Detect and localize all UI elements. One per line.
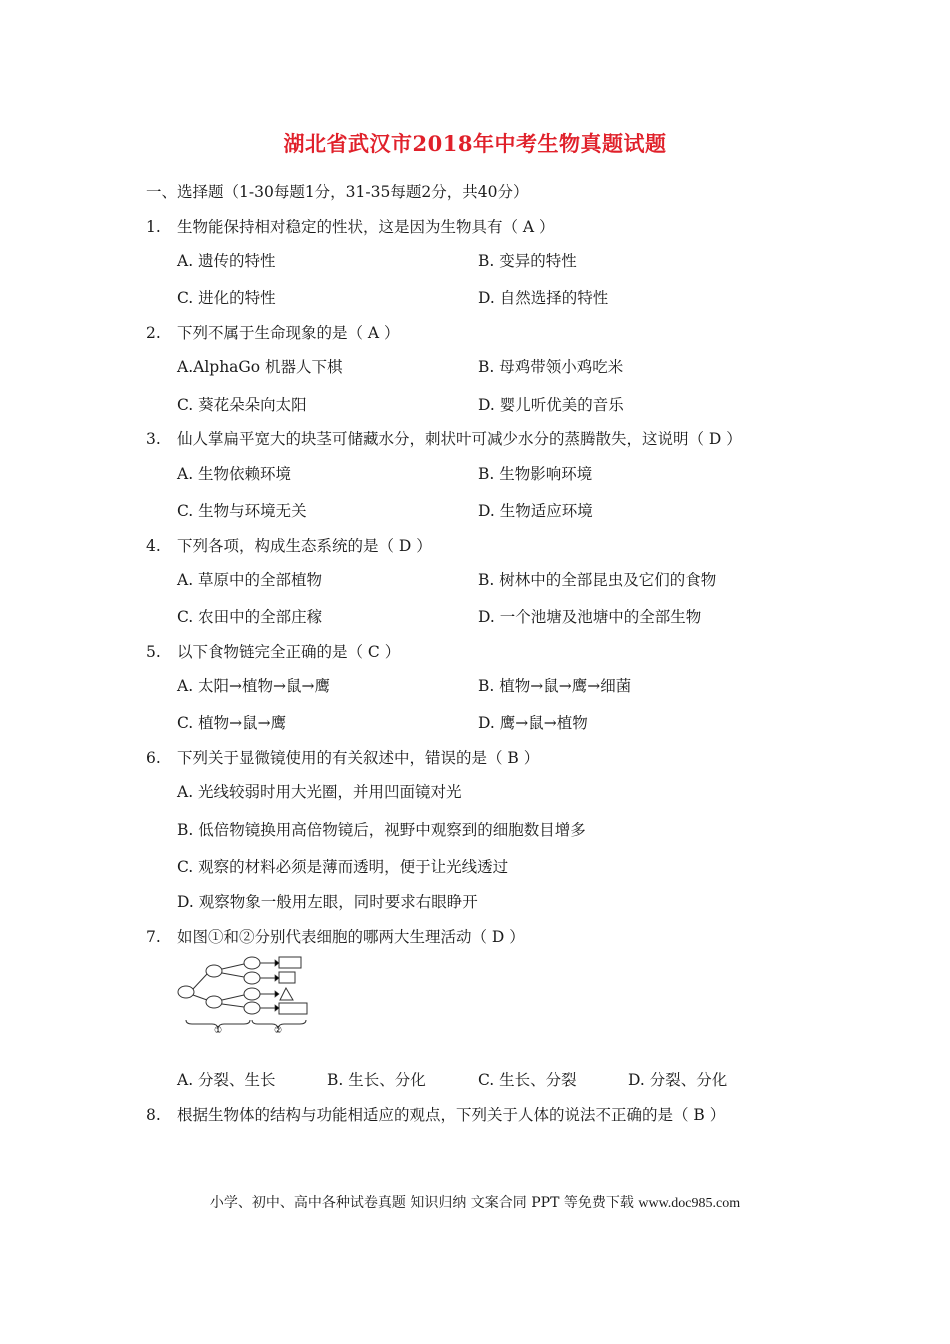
option: B. 生长、分化: [327, 1071, 426, 1089]
option: C. 生物与环境无关: [177, 502, 307, 520]
cell-shape: [244, 988, 260, 1000]
question-text: 如图①和②分别代表细胞的哪两大生理活动（ D ）: [177, 928, 525, 946]
option: C. 生长、分裂: [478, 1071, 577, 1089]
cell-shape: [279, 972, 295, 983]
question-text: 以下食物链完全正确的是（ C ）: [177, 643, 401, 661]
option: C. 植物→鼠→鹰: [177, 714, 287, 732]
question-text: 生物能保持相对稳定的性状，这是因为生物具有（ A ）: [177, 218, 555, 236]
question-number: 6.: [146, 749, 161, 767]
question-text: 下列关于显微镜使用的有关叙述中，错误的是（ B ）: [177, 749, 540, 767]
option: A. 光线较弱时用大光圈，并用凹面镜对光: [177, 783, 462, 801]
question-number: 4.: [146, 537, 161, 555]
cell-shape: [279, 957, 301, 968]
option: C. 观察的材料必须是薄而透明，便于让光线透过: [177, 858, 509, 876]
option: D. 婴儿听优美的音乐: [478, 396, 624, 414]
question-number: 5.: [146, 643, 161, 661]
question-text: 下列各项，构成生态系统的是（ D ）: [177, 537, 432, 555]
figure-label-1: ①: [213, 1026, 223, 1033]
option: D. 一个池塘及池塘中的全部生物: [478, 608, 702, 626]
page-title: 湖北省武汉市2018年中考生物真题试题: [283, 131, 667, 156]
option: B. 变异的特性: [478, 252, 577, 270]
option: D. 鹰→鼠→植物: [478, 714, 588, 732]
question-number: 7.: [146, 928, 161, 946]
question-text: 仙人掌扁平宽大的块茎可储藏水分，刺状叶可减少水分的蒸腾散失，这说明（ D ）: [177, 430, 742, 448]
option: B. 母鸡带领小鸡吃米: [478, 358, 624, 376]
cell-shape: [280, 988, 293, 1000]
option: D. 分裂、分化: [628, 1071, 728, 1089]
option: A. 遗传的特性: [177, 252, 276, 270]
option: A. 草原中的全部植物: [177, 571, 323, 589]
option: C. 葵花朵朵向太阳: [177, 396, 307, 414]
footer-url[interactable]: www.doc985.com: [638, 1196, 741, 1211]
figure-label-2: ②: [273, 1026, 283, 1033]
cell-shape: [206, 965, 222, 977]
cell-shape: [206, 996, 222, 1008]
cell-shape: [279, 1003, 307, 1014]
question-number: 8.: [146, 1106, 161, 1124]
option: C. 进化的特性: [177, 289, 276, 307]
option: B. 树林中的全部昆虫及它们的食物: [478, 571, 717, 589]
footer-text: 小学、初中、高中各种试卷真题 知识归纳 文案合同 PPT 等免费下载: [209, 1195, 634, 1211]
question-number: 3.: [146, 430, 161, 448]
question-number: 1.: [146, 218, 161, 236]
cell-activity-diagram: [172, 955, 317, 1033]
option: B. 生物影响环境: [478, 465, 593, 483]
option: B. 低倍物镜换用高倍物镜后，视野中观察到的细胞数目增多: [177, 821, 586, 839]
cell-shape: [244, 957, 260, 969]
option: D. 观察物象一般用左眼，同时要求右眼睁开: [177, 893, 478, 911]
option: A. 生物依赖环境: [177, 465, 292, 483]
option: C. 农田中的全部庄稼: [177, 608, 323, 626]
option: A. 分裂、生长: [177, 1071, 276, 1089]
option: D. 生物适应环境: [478, 502, 593, 520]
cell-shape: [244, 1002, 260, 1014]
question-number: 2.: [146, 324, 161, 342]
section-heading: 一、选择题（1-30每题1分，31-35每题2分，共40分）: [146, 183, 529, 201]
question-text: 下列不属于生命现象的是（ A ）: [177, 324, 400, 342]
option: A. 太阳→植物→鼠→鹰: [177, 677, 331, 695]
option: A.AlphaGo 机器人下棋: [177, 358, 343, 376]
option: D. 自然选择的特性: [478, 289, 609, 307]
question-text: 根据生物体的结构与功能相适应的观点，下列关于人体的说法不正确的是（ B ）: [177, 1106, 726, 1124]
cell-shape: [244, 972, 260, 984]
page-footer: [0, 1192, 950, 1212]
option: B. 植物→鼠→鹰→细菌: [478, 677, 632, 695]
cell-shape: [178, 986, 194, 998]
